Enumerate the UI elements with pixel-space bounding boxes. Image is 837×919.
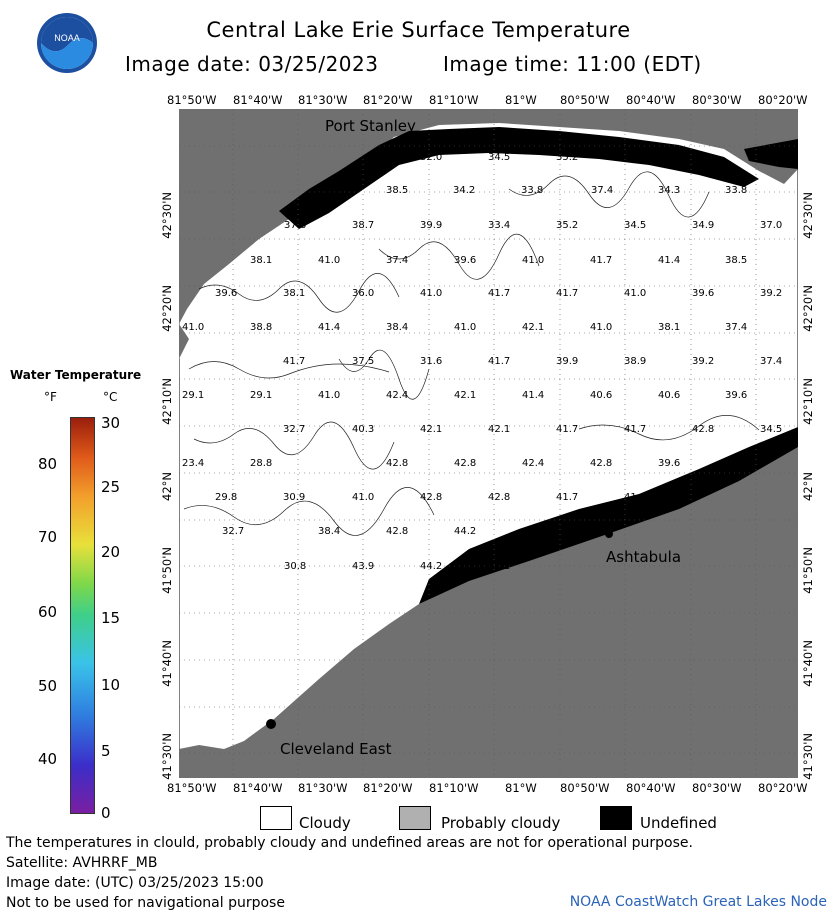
lon-tick-top: 80°40'W <box>626 93 676 107</box>
isotherm-label: 30.9 <box>283 492 306 503</box>
key-undefined-swatch <box>600 806 632 830</box>
key-probably-cloudy-label: Probably cloudy <box>441 814 561 832</box>
isotherm-label: 39.2 <box>692 356 715 367</box>
lon-tick-bottom: 81°W <box>505 781 537 795</box>
isotherm-label: 40.6 <box>658 390 681 401</box>
isotherm-label: 28.8 <box>250 458 273 469</box>
isotherm-label: 23.4 <box>182 458 205 469</box>
lat-tick-right: 42°30'N <box>801 192 815 239</box>
isotherm-label: 42.8 <box>454 458 477 469</box>
isotherm-label: 38.8 <box>250 322 273 333</box>
isotherm-label: 41.0 <box>182 322 205 333</box>
legend-c-tick: 20 <box>101 543 121 561</box>
isotherm-label: 41.0 <box>318 255 341 266</box>
lon-tick-top: 81°20'W <box>363 93 413 107</box>
legend-c-tick: 5 <box>101 742 111 760</box>
isotherm-label: 42.8 <box>386 526 409 537</box>
isotherm-label: 35.2 <box>556 220 579 231</box>
isotherm-label: 41.0 <box>522 255 545 266</box>
isotherm-label: 37.4 <box>760 356 783 367</box>
isotherm-label: 41.0 <box>420 288 443 299</box>
isotherm-label: 32.7 <box>222 526 245 537</box>
isotherm-label: 38.5 <box>386 185 409 196</box>
isotherm-label: 34.5 <box>488 152 511 163</box>
lat-tick-left: 41°50'N <box>160 547 174 594</box>
legend-c-tick: 30 <box>101 414 121 432</box>
isotherm-label: 42.1 <box>454 390 477 401</box>
isotherm-label: 31.6 <box>420 356 443 367</box>
lon-tick-bottom: 81°40'W <box>233 781 283 795</box>
lon-tick-top: 80°20'W <box>758 93 808 107</box>
isotherm-label: 41.0 <box>725 458 748 469</box>
isotherm-label: 41.7 <box>556 424 579 435</box>
isotherm-label: 34.2 <box>316 185 339 196</box>
isotherm-label: 38.4 <box>318 526 341 537</box>
footer-utc-date: Image date: (UTC) 03/25/2023 15:00 <box>6 875 264 891</box>
legend-unit-f: °F <box>44 390 57 404</box>
lat-tick-left: 42°30'N <box>160 192 174 239</box>
lat-tick-right: 42°N <box>801 472 815 501</box>
isotherm-label: 41.4 <box>624 492 647 503</box>
isotherm-label: 39.6 <box>692 288 715 299</box>
lat-tick-right: 41°30'N <box>801 733 815 780</box>
lon-tick-bottom: 81°50'W <box>167 781 217 795</box>
isotherm-label: 33.8 <box>725 185 748 196</box>
lon-tick-top: 81°40'W <box>233 93 283 107</box>
legend-title: Water Temperature <box>10 368 142 382</box>
cleveland-marker <box>266 719 276 729</box>
isotherm-label: 39.6 <box>725 390 748 401</box>
isotherm-label: 37.8 <box>284 220 307 231</box>
key-cloudy-label: Cloudy <box>299 814 351 832</box>
isotherm-label: 41.0 <box>318 390 341 401</box>
svg-text:NOAA: NOAA <box>54 33 80 43</box>
isotherm-label: 39.2 <box>760 288 783 299</box>
isotherm-label: 42.4 <box>386 390 409 401</box>
lon-tick-bottom: 81°20'W <box>363 781 413 795</box>
isotherm-label: 35.2 <box>556 152 579 163</box>
isotherm-label: 41.4 <box>522 390 545 401</box>
isotherm-label: 30.8 <box>284 561 307 572</box>
footer-disclaimer: The temperatures in clould, probably cloudy and undefined areas are not for operational purpose. <box>6 835 693 851</box>
isotherm-label: 38.4 <box>386 322 409 333</box>
isotherm-label: 36.0 <box>352 288 375 299</box>
isotherm-label: 41.1 <box>488 561 511 572</box>
isotherm-label: 40.3 <box>352 424 375 435</box>
isotherm-label: 34.5 <box>624 220 647 231</box>
lake-temperature-map <box>179 109 798 778</box>
isotherm-label: 42.8 <box>692 424 715 435</box>
isotherm-label: 38.1 <box>283 288 306 299</box>
isotherm-label: 41.0 <box>624 288 647 299</box>
isotherm-label: 44.2 <box>454 526 477 537</box>
place-ashtabula: Ashtabula <box>606 548 682 566</box>
lon-tick-top: 80°50'W <box>560 93 610 107</box>
isotherm-label: 43.9 <box>352 561 375 572</box>
isotherm-label: 42.8 <box>590 458 613 469</box>
isotherm-label: 34.2 <box>453 185 476 196</box>
lat-tick-left: 42°N <box>160 472 174 501</box>
lat-tick-left: 42°20'N <box>160 285 174 332</box>
isotherm-label: 29.8 <box>215 492 238 503</box>
lon-tick-top: 81°30'W <box>298 93 348 107</box>
lon-tick-bottom: 80°30'W <box>692 781 742 795</box>
isotherm-label: 41.0 <box>590 322 613 333</box>
key-cloudy-swatch <box>260 806 292 830</box>
legend-c-tick: 15 <box>101 609 121 627</box>
isotherm-label: 38.7 <box>352 220 375 231</box>
lat-tick-right: 42°10'N <box>801 378 815 425</box>
legend-f-tick: 40 <box>38 750 58 768</box>
isotherm-label: 37.4 <box>386 255 409 266</box>
lon-tick-top: 81°W <box>505 93 537 107</box>
legend-f-tick: 70 <box>38 528 58 546</box>
isotherm-label: 41.7 <box>590 255 613 266</box>
isotherm-label: 29.1 <box>182 390 205 401</box>
footer-node: NOAA CoastWatch Great Lakes Node <box>569 894 827 910</box>
noaa-logo-icon <box>36 12 98 74</box>
isotherm-label: 37.0 <box>760 220 783 231</box>
isotherm-label: 41.0 <box>352 492 375 503</box>
isotherm-label: 32.0 <box>420 152 443 163</box>
isotherm-label: 37.4 <box>725 322 748 333</box>
isotherm-label: 41.0 <box>454 322 477 333</box>
isotherm-label: 41.7 <box>556 288 579 299</box>
isotherm-label: 32.7 <box>283 424 306 435</box>
isotherm-label: 33.4 <box>488 220 511 231</box>
legend-f-tick: 60 <box>38 603 58 621</box>
legend-unit-c: °C <box>103 390 118 404</box>
lon-tick-bottom: 80°20'W <box>758 781 808 795</box>
isotherm-label: 40.6 <box>590 390 613 401</box>
key-probably-cloudy-swatch <box>399 806 431 830</box>
lat-tick-left: 42°10'N <box>160 378 174 425</box>
lon-tick-bottom: 81°10'W <box>429 781 479 795</box>
footer-satellite: Satellite: AVHRRF_MB <box>6 855 158 871</box>
lon-tick-bottom: 81°30'W <box>298 781 348 795</box>
isotherm-label: 44.2 <box>420 561 443 572</box>
isotherm-label: 33.8 <box>521 185 544 196</box>
image-time: Image time: 11:00 (EDT) <box>443 52 702 76</box>
key-undefined-label: Undefined <box>640 814 717 832</box>
lat-tick-right: 41°50'N <box>801 547 815 594</box>
lon-tick-top: 81°10'W <box>429 93 479 107</box>
isotherm-label: 38.9 <box>624 356 647 367</box>
isotherm-label: 42.1 <box>522 322 545 333</box>
lat-tick-left: 41°30'N <box>160 733 174 780</box>
lat-tick-right: 42°20'N <box>801 285 815 332</box>
lon-tick-bottom: 80°50'W <box>560 781 610 795</box>
temperature-colorbar <box>70 417 95 814</box>
ashtabula-marker <box>605 530 613 538</box>
isotherm-label: 42.1 <box>420 424 443 435</box>
legend-c-tick: 0 <box>101 804 111 822</box>
image-date: Image date: 03/25/2023 <box>125 52 379 76</box>
isotherm-label: 42.4 <box>522 458 545 469</box>
isotherm-label: 41.7 <box>488 356 511 367</box>
isotherm-label: 37.5 <box>352 356 375 367</box>
isotherm-label: 41.7 <box>624 424 647 435</box>
isotherm-label: 40.6 <box>522 526 545 537</box>
map-title: Central Lake Erie Surface Temperature <box>206 18 631 42</box>
place-port-stanley: Port Stanley <box>325 117 416 135</box>
isotherm-label: 37.4 <box>591 185 614 196</box>
isotherm-label: 42.8 <box>488 492 511 503</box>
isotherm-label: 39.6 <box>658 458 681 469</box>
isotherm-label: 29.1 <box>250 390 273 401</box>
lon-tick-bottom: 80°40'W <box>626 781 676 795</box>
isotherm-label: 39.6 <box>215 288 238 299</box>
isotherm-label: 34.9 <box>692 220 715 231</box>
isotherm-label: 32.0 <box>760 152 783 163</box>
isotherm-label: 38.1 <box>658 322 681 333</box>
place-cleveland-east: Cleveland East <box>280 740 392 758</box>
isotherm-label: 34.5 <box>760 424 783 435</box>
isotherm-label: 41.4 <box>318 322 341 333</box>
isotherm-label: 41.4 <box>658 255 681 266</box>
isotherm-label: 38.1 <box>250 255 273 266</box>
isotherm-label: 41.7 <box>283 356 306 367</box>
isotherm-label: 38.5 <box>725 255 748 266</box>
isotherm-label: 41.7 <box>488 288 511 299</box>
legend-f-tick: 50 <box>38 677 58 695</box>
legend-c-tick: 25 <box>101 478 121 496</box>
isotherm-label: 42.8 <box>420 492 443 503</box>
legend-c-tick: 10 <box>101 676 121 694</box>
isotherm-label: 39.9 <box>420 220 443 231</box>
isotherm-label: 39.6 <box>454 255 477 266</box>
legend-f-tick: 80 <box>38 455 58 473</box>
isotherm-label: 34.3 <box>658 185 681 196</box>
isotherm-label: 39.9 <box>556 356 579 367</box>
isotherm-label: 42.8 <box>386 458 409 469</box>
lat-tick-left: 41°40'N <box>160 640 174 687</box>
isotherm-label: 42.1 <box>488 424 511 435</box>
lon-tick-top: 80°30'W <box>692 93 742 107</box>
footer-nav-warning: Not to be used for navigational purpose <box>6 895 285 911</box>
lon-tick-top: 81°50'W <box>167 93 217 107</box>
isotherm-label: 41.7 <box>556 492 579 503</box>
lat-tick-right: 41°40'N <box>801 640 815 687</box>
